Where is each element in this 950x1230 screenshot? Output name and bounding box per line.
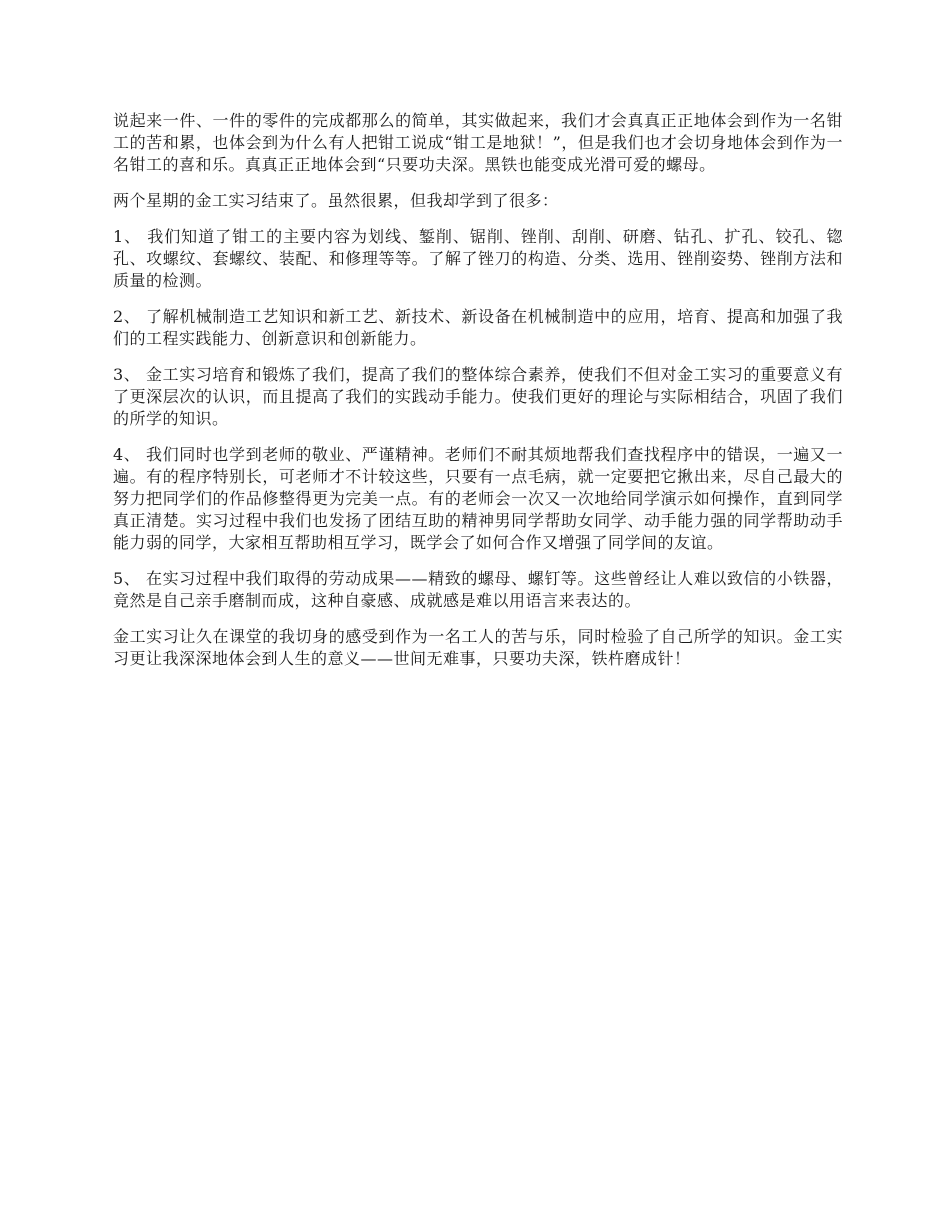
paragraph-item-3: 3、 金工实习培育和锻炼了我们，提高了我们的整体综合素养，使我们不但对金工实习的重要意义有了更深层次的认识，而且提高了我们的实践动手能力。使我们更好的理论与实际相结合，巩固了我们的所学的知识。 (113, 365, 843, 428)
paragraph-item-4: 4、 我们同时也学到老师的敬业、严谨精神。老师们不耐其烦地帮我们查找程序中的错误，一遍又一遍。有的程序特别长，可老师才不计较这些，只要有一点毛病，就一定要把它揪出来，尽自己最大的努力把同学们的作品修整得更为完美一点。有的老师会一次又一次地给同学演示如何操作，直到同学真正清楚。实习过程中我们也发扬了团结互助的精神男同学帮助女同学、动手能力强的同学帮助动手能力弱的同学，大家相互帮助相互学习，既学会了如何合作又增强了同学间的友谊。 (113, 445, 843, 552)
paragraph-item-5: 5、 在实习过程中我们取得的劳动成果——精致的螺母、螺钉等。这些曾经让人难以致信的小铁器，竟然是自己亲手磨制而成，这种自豪感、成就感是难以用语言来表达的。 (113, 569, 843, 610)
paragraph-item-2: 2、 了解机械制造工艺知识和新工艺、新技术、新设备在机械制造中的应用，培育、提高和加强了我们的工程实践能力、创新意识和创新能力。 (113, 307, 843, 348)
paragraph-conclusion: 金工实习让久在课堂的我切身的感受到作为一名工人的苦与乐，同时检验了自己所学的知识。金工实习更让我深深地体会到人生的意义——世间无难事，只要功夫深，铁杵磨成针！ (113, 627, 843, 668)
paragraph-intro: 说起来一件、一件的零件的完成都那么的简单，其实做起来，我们才会真真正正地体会到作为一名钳工的苦和累，也体会到为什么有人把钳工说成“钳工是地狱！”，但是我们也才会切身地体会到作为一名钳工的喜和乐。真真正正地体会到“只要功夫深。黑铁也能变成光滑可爱的螺母。 (113, 111, 843, 174)
paragraph-summary: 两个星期的金工实习结束了。虽然很累，但我却学到了很多： (113, 191, 559, 210)
paragraph-item-1: 1、 我们知道了钳工的主要内容为划线、錾削、锯削、锉削、刮削、研磨、钻孔、扩孔、铰孔、锪孔、攻螺纹、套螺纹、装配、和修理等等。了解了锉刀的构造、分类、选用、锉削姿势、锉削方法和质量的检测。 (113, 227, 843, 290)
document-body (113, 110, 843, 684)
